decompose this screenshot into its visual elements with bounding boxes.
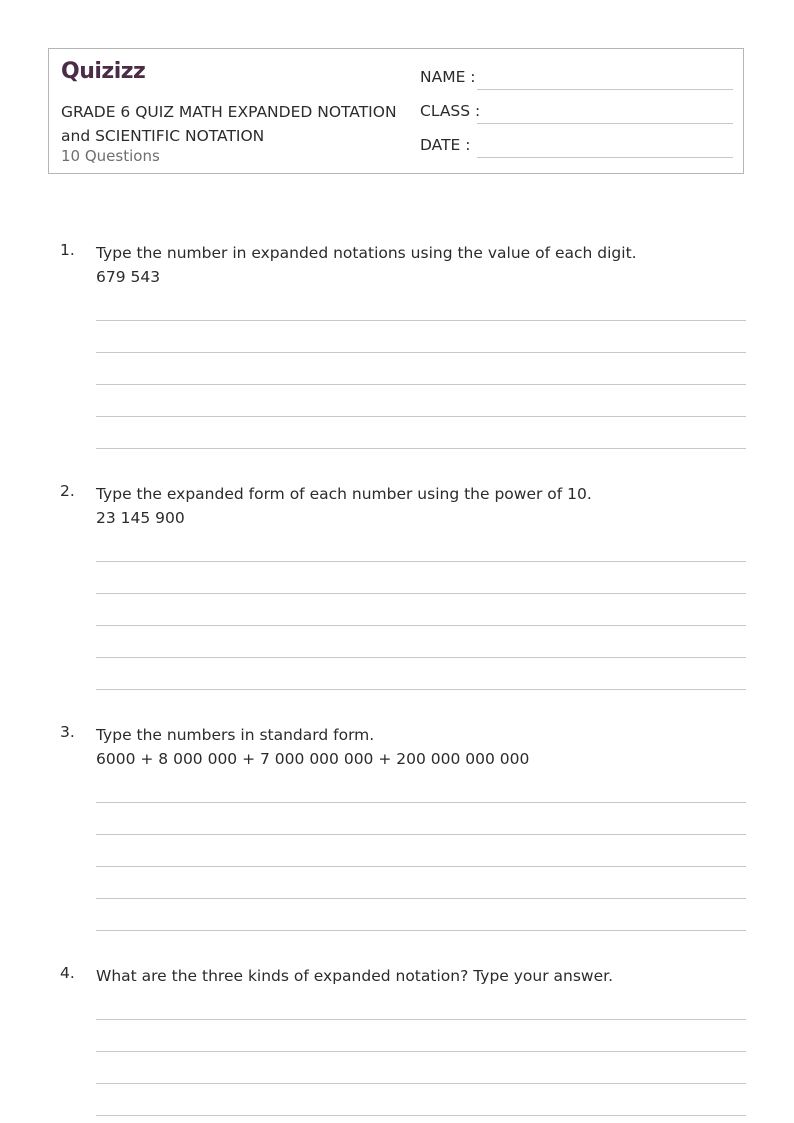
name-label: NAME : [420, 68, 476, 86]
answer-line[interactable] [96, 1083, 746, 1084]
question-number: 2. [60, 482, 75, 500]
quiz-title: GRADE 6 QUIZ MATH EXPANDED NOTATION and SCIENTIFIC NOTATION [61, 103, 397, 145]
question-value: 23 145 900 [96, 509, 185, 527]
question-prompt: Type the number in expanded notations using the value of each digit. [96, 244, 637, 262]
answer-line[interactable] [96, 416, 746, 417]
answer-line[interactable] [96, 1115, 746, 1116]
answer-line[interactable] [96, 866, 746, 867]
answer-line[interactable] [96, 657, 746, 658]
worksheet-header [48, 48, 744, 174]
question-text [96, 241, 736, 289]
question-value: 6000 + 8 000 000 + 7 000 000 000 + 200 000 000 000 [96, 750, 530, 768]
question-text [96, 723, 736, 771]
question-number: 4. [60, 964, 75, 982]
answer-line[interactable] [96, 625, 746, 626]
date-label: DATE : [420, 136, 471, 154]
answer-line[interactable] [96, 593, 746, 594]
question-number: 3. [60, 723, 75, 741]
question-prompt: Type the numbers in standard form. [96, 726, 375, 744]
answer-line[interactable] [96, 448, 746, 449]
answer-line[interactable] [96, 352, 746, 353]
answer-line[interactable] [96, 384, 746, 385]
question-number: 1. [60, 241, 75, 259]
question-text [96, 964, 736, 988]
quizizz-logo: Quizizz [61, 59, 146, 84]
answer-line[interactable] [96, 561, 746, 562]
name-field[interactable] [477, 89, 733, 90]
class-field[interactable] [477, 123, 733, 124]
answer-line[interactable] [96, 834, 746, 835]
class-label: CLASS : [420, 102, 481, 120]
question-value: 679 543 [96, 268, 161, 286]
answer-line[interactable] [96, 320, 746, 321]
question-prompt: What are the three kinds of expanded notation? Type your answer. [96, 967, 614, 985]
question-prompt: Type the expanded form of each number using the power of 10. [96, 485, 592, 503]
date-field[interactable] [477, 157, 733, 158]
answer-line[interactable] [96, 1019, 746, 1020]
answer-line[interactable] [96, 898, 746, 899]
answer-line[interactable] [96, 689, 746, 690]
answer-line[interactable] [96, 1051, 746, 1052]
answer-line[interactable] [96, 930, 746, 931]
question-count: 10 Questions [61, 147, 160, 165]
answer-line[interactable] [96, 802, 746, 803]
question-text [96, 482, 736, 530]
